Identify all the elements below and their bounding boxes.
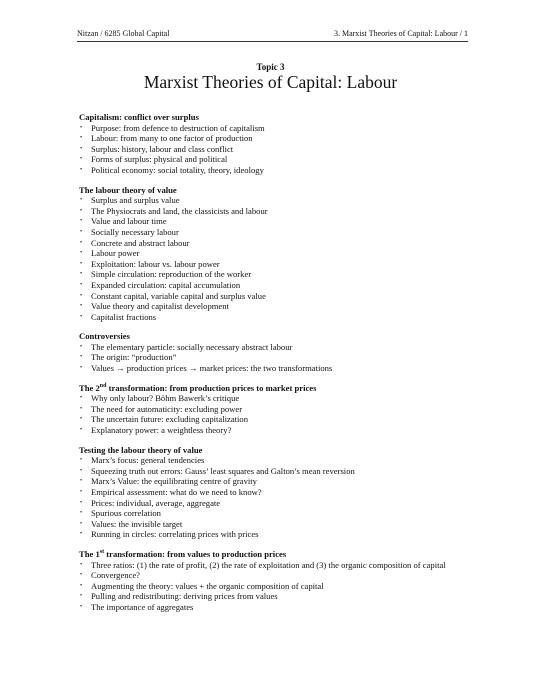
- section-testing: [79, 445, 479, 540]
- section-heading: The labour theory of value: [79, 184, 177, 195]
- heading-ordinal: nd: [99, 382, 107, 389]
- list-item: • Explanatory power: a weightless theory?: [79, 425, 479, 436]
- list-item: • Why only labour? Böhm Bawerk’s critique: [79, 393, 479, 404]
- outline-content: [79, 112, 479, 622]
- list-item: • Marx’s Value: the equilibrating centre of gravity: [79, 476, 479, 487]
- page-title: Marxist Theories of Capital: Labour: [143, 72, 398, 92]
- heading-text: transformation: from production prices to market prices: [106, 382, 317, 393]
- heading-text: The 2: [79, 382, 100, 393]
- list-item: • Three ratios: (1) the rate of profit, (2) the rate of exploitation and (3) the organic composition of capital: [79, 560, 479, 571]
- list-item: • Purpose: from defence to destruction of capitalism: [79, 123, 479, 134]
- bullet-list: [79, 342, 479, 374]
- list-item: • Convergence?: [79, 570, 479, 581]
- section-heading: Testing the labour theory of value: [79, 444, 203, 455]
- list-item: • Squeezing truth out errors: Gauss’ least squares and Galton’s mean reversion: [79, 466, 479, 477]
- section-first-transformation: [79, 549, 479, 613]
- list-item: • Surplus and surplus value: [79, 195, 479, 206]
- list-item: • Labour power: [79, 248, 479, 259]
- bullet-list: [79, 393, 479, 435]
- list-item: • Capitalist fractions: [79, 312, 479, 323]
- list-item: • Marx’s focus: general tendencies: [79, 455, 479, 466]
- header-course: Nitzan / 6285 Global Capital: [77, 29, 170, 38]
- list-item: • Surplus: history, labour and class conflict: [79, 144, 479, 155]
- list-item: • Values → production prices → market prices: the two transformations: [79, 363, 479, 374]
- topic-label: Topic 3: [256, 62, 285, 72]
- list-item: • Forms of surplus: physical and political: [79, 154, 479, 165]
- bullet-list: [79, 195, 479, 322]
- running-header: [77, 29, 468, 43]
- list-item: • Values: the invisible target: [79, 519, 479, 530]
- bullet-list: [79, 123, 479, 176]
- heading-ordinal: st: [99, 549, 105, 556]
- list-item: • Spurious correlation: [79, 508, 479, 519]
- list-item: • Expanded circulation: capital accumulation: [79, 280, 479, 291]
- section-heading: Controversies: [79, 331, 130, 342]
- list-item: • Augmenting the theory: values + the organic composition of capital: [79, 581, 479, 592]
- header-topic-page: 3. Marxist Theories of Capital: Labour / 1: [333, 29, 468, 38]
- section-second-transformation: [79, 383, 479, 436]
- list-item: • Labour: from many to one factor of production: [79, 133, 479, 144]
- list-item: • Running in circles: correlating prices with prices: [79, 529, 479, 540]
- section-heading: [79, 549, 479, 560]
- bullet-list: [79, 560, 479, 613]
- section-heading: [79, 383, 479, 394]
- list-item: • Empirical assessment: what do we need to know?: [79, 487, 479, 498]
- list-item: • Value and labour time: [79, 216, 479, 227]
- list-item: • Concrete and abstract labour: [79, 238, 479, 249]
- section-capitalism: [79, 112, 479, 176]
- list-item: • Political economy: social totality, theory, ideology: [79, 165, 479, 176]
- list-item: • Socially necessary labour: [79, 227, 479, 238]
- section-labour-theory: [79, 185, 479, 323]
- list-item: • The uncertain future: excluding capitalization: [79, 414, 479, 425]
- list-item: • The need for automaticity: excluding power: [79, 404, 479, 415]
- list-item: • Prices: individual, average, aggregate: [79, 498, 479, 509]
- list-item: • The importance of aggregates: [79, 602, 479, 613]
- list-item: • The origin: “production”: [79, 352, 479, 363]
- list-item: • Exploitation: labour vs. labour power: [79, 259, 479, 270]
- list-item: • Pulling and redistributing: deriving prices from values: [79, 591, 479, 602]
- header-rule: [77, 41, 468, 42]
- heading-text: transformation: from values to production prices: [104, 548, 287, 559]
- section-controversies: [79, 331, 479, 373]
- heading-text: The 1: [79, 548, 100, 559]
- list-item: • The elementary particle: socially necessary abstract labour: [79, 342, 479, 353]
- list-item: • The Physiocrats and land, the classicists and labour: [79, 206, 479, 217]
- list-item: • Constant capital, variable capital and surplus value: [79, 291, 479, 302]
- bullet-list: [79, 455, 479, 540]
- list-item: • Simple circulation: reproduction of the worker: [79, 269, 479, 280]
- list-item: • Value theory and capitalist development: [79, 301, 479, 312]
- section-heading: Capitalism: conflict over surplus: [79, 112, 199, 122]
